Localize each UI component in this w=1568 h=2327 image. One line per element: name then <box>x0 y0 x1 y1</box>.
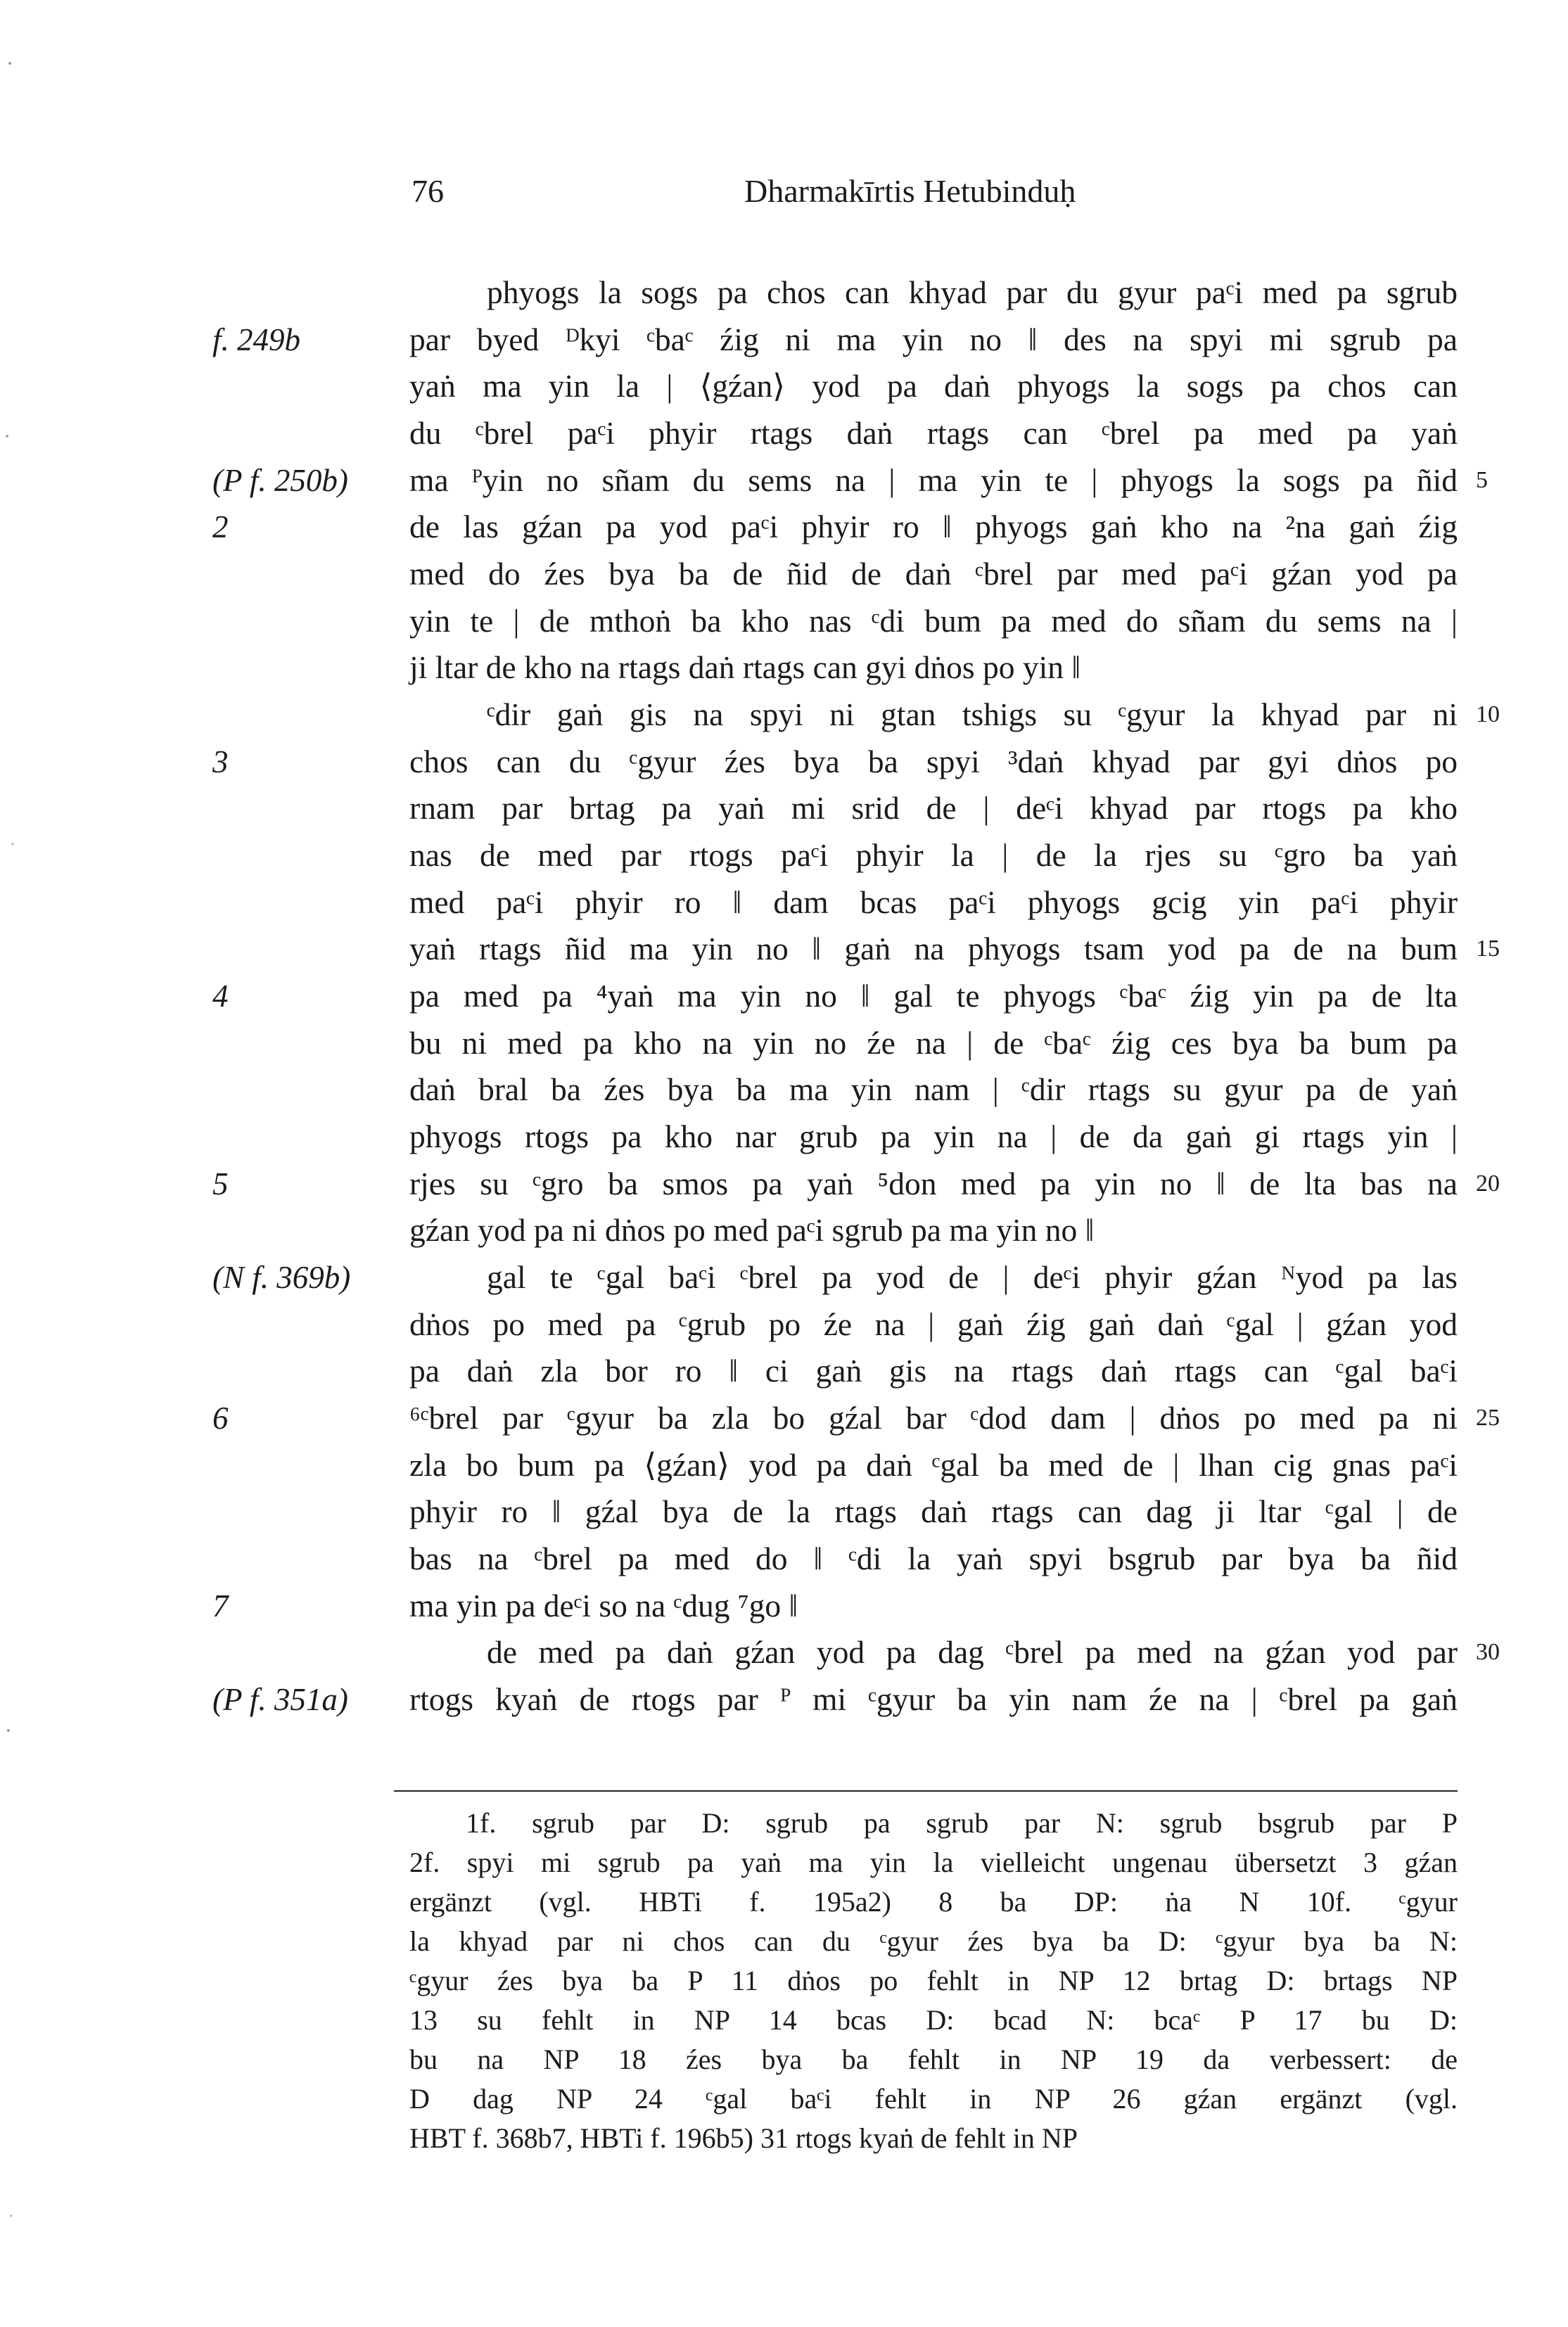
margin-folio-ref: (N f. 369b) <box>212 1260 351 1295</box>
text-line: yaṅ rtags ñid ma yin no ‖ gaṅ na phyogs tsam yod pa de na bum <box>409 931 1458 967</box>
text-line: ma yin pa deᶜi so na ᶜdug ⁷go ‖ <box>409 1588 798 1624</box>
running-title: Dharmakīrtis Hetubinduḥ <box>744 173 1076 209</box>
text-line: rtogs kyaṅ de rtogs par ᴾ mi ᶜgyur ba yin nam źe na | ᶜbrel pa gaṅ <box>409 1681 1458 1717</box>
text-line: nas de med par rtogs paᶜi phyir la | de la rjes su ᶜgro ba yaṅ <box>409 837 1458 873</box>
text-line: gźan yod pa ni dṅos po med paᶜi sgrub pa ma yin no ‖ <box>409 1212 1095 1248</box>
margin-folio-ref: 5 <box>212 1166 229 1201</box>
text-line: du ᶜbrel paᶜi phyir rtags daṅ rtags can ᶜbrel pa med pa yaṅ <box>409 415 1458 451</box>
text-line: pa daṅ zla bor ro ‖ ci gaṅ gis na rtags daṅ rtags can ᶜgal baᶜi <box>409 1353 1458 1389</box>
line-number: 20 <box>1476 1171 1500 1197</box>
text-line: ma ᴾyin no sñam du sems na | ma yin te | phyogs la sogs pa ñid <box>409 462 1458 498</box>
text-line: ᶜdir gaṅ gis na spyi ni gtan tshigs su ᶜgyur la khyad par ni <box>487 696 1458 732</box>
margin-folio-ref: 6 <box>212 1401 229 1436</box>
margin-folio-ref: (P f. 250b) <box>212 463 348 498</box>
text-line: rjes su ᶜgro ba smos pa yaṅ ⁵don med pa yin no ‖ de lta bas na <box>409 1166 1458 1201</box>
text-line: ⁶ᶜbrel par ᶜgyur ba zla bo gźal bar ᶜdod dam | dṅos po med pa ni <box>409 1400 1458 1436</box>
footnote-line: D dag NP 24 ᶜgal baᶜi fehlt in NP 26 gźan ergänzt (vgl. <box>409 2083 1458 2115</box>
text-line: chos can du ᶜgyur źes bya ba spyi ³daṅ khyad par gyi dṅos po <box>409 744 1458 779</box>
text-line: yaṅ ma yin la | ⟨gźan⟩ yod pa daṅ phyogs la sogs pa chos can <box>409 368 1458 404</box>
text-line: ji ltar de kho na rtags daṅ rtags can gyi dṅos po yin ‖ <box>409 649 1081 685</box>
text-line: pa med pa ⁴yaṅ ma yin no ‖ gal te phyogs ᶜbaᶜ źig yin pa de lta <box>409 978 1458 1014</box>
text-line: rnam par brtag pa yaṅ mi srid de | deᶜi khyad par rtogs pa kho <box>409 790 1458 826</box>
margin-folio-ref: (P f. 351a) <box>212 1682 348 1717</box>
footnote-separator-rule <box>394 1790 1458 1792</box>
text-line: med do źes bya ba de ñid de daṅ ᶜbrel par med paᶜi gźan yod pa <box>409 556 1458 592</box>
footnote-line: 1f. sgrub par D: sgrub pa sgrub par N: sgrub bsgrub par P <box>466 1807 1458 1839</box>
text-line: zla bo bum pa ⟨gźan⟩ yod pa daṅ ᶜgal ba med de | lhan cig gnas paᶜi <box>409 1447 1458 1483</box>
margin-folio-ref: 3 <box>212 744 229 779</box>
text-line: med paᶜi phyir ro ‖ dam bcas paᶜi phyogs gcig yin paᶜi phyir <box>409 884 1458 920</box>
margin-folio-ref: 7 <box>212 1588 229 1624</box>
text-line: de med pa daṅ gźan yod pa dag ᶜbrel pa med na gźan yod par <box>487 1634 1458 1670</box>
text-line: dṅos po med pa ᶜgrub po źe na | gaṅ źig gaṅ daṅ ᶜgal | gźan yod <box>409 1306 1458 1342</box>
text-line: de las gźan pa yod paᶜi phyir ro ‖ phyogs gaṅ kho na ²na gaṅ źig <box>409 509 1458 544</box>
margin-folio-ref: 4 <box>212 978 229 1014</box>
text-line: bas na ᶜbrel pa med do ‖ ᶜdi la yaṅ spyi bsgrub par bya ba ñid <box>409 1541 1458 1576</box>
text-line: phyogs la sogs pa chos can khyad par du gyur paᶜi med pa sgrub <box>487 274 1458 310</box>
line-number: 10 <box>1476 701 1500 727</box>
scan-edge-specks <box>0 0 42 2327</box>
margin-folio-ref: f. 249b <box>212 322 301 357</box>
page-number: 76 <box>412 173 444 209</box>
footnote-line: bu na NP 18 źes bya ba fehlt in NP 19 da verbessert: de <box>409 2044 1458 2075</box>
text-line: gal te ᶜgal baᶜi ᶜbrel pa yod de | deᶜi phyir gźan ᴺyod pa las <box>487 1259 1458 1295</box>
footnote-line: 2f. spyi mi sgrub pa yaṅ ma yin la vielleicht ungenau übersetzt 3 gźan <box>409 1847 1458 1878</box>
line-number: 30 <box>1476 1639 1500 1665</box>
text-line: daṅ bral ba źes bya ba ma yin nam | ᶜdir rtags su gyur pa de yaṅ <box>409 1071 1458 1107</box>
text-line: phyir ro ‖ gźal bya de la rtags daṅ rtags can dag ji ltar ᶜgal | de <box>409 1493 1458 1529</box>
text-line: par byed ᴰkyi ᶜbaᶜ źig ni ma yin no ‖ des na spyi mi sgrub pa <box>409 321 1458 357</box>
line-number: 25 <box>1476 1405 1500 1431</box>
text-line: yin te | de mthoṅ ba kho nas ᶜdi bum pa med do sñam du sems na | <box>409 603 1458 639</box>
text-line: phyogs rtogs pa kho nar grub pa yin na | de da gaṅ gi rtags yin | <box>409 1118 1458 1154</box>
line-number: 15 <box>1476 936 1500 962</box>
footnote-line: la khyad par ni chos can du ᶜgyur źes bya ba D: ᶜgyur bya ba N: <box>409 1925 1458 1957</box>
footnote-line: HBT f. 368b7, HBTi f. 196b5) 31 rtogs kyaṅ de fehlt in NP <box>409 2122 1078 2154</box>
margin-folio-ref: 2 <box>212 509 229 544</box>
footnote-line: 13 su fehlt in NP 14 bcas D: bcad N: bcaᶜ P 17 bu D: <box>409 2004 1458 2036</box>
line-number: 5 <box>1476 467 1488 493</box>
text-line: bu ni med pa kho na yin no źe na | de ᶜbaᶜ źig ces bya ba bum pa <box>409 1025 1458 1061</box>
footnote-line: ergänzt (vgl. HBTi f. 195a2) 8 ba DP: ṅa N 10f. ᶜgyur <box>409 1886 1458 1918</box>
footnote-line: ᶜgyur źes bya ba P 11 dṅos po fehlt in NP 12 brtag D: brtags NP <box>409 1965 1458 1996</box>
